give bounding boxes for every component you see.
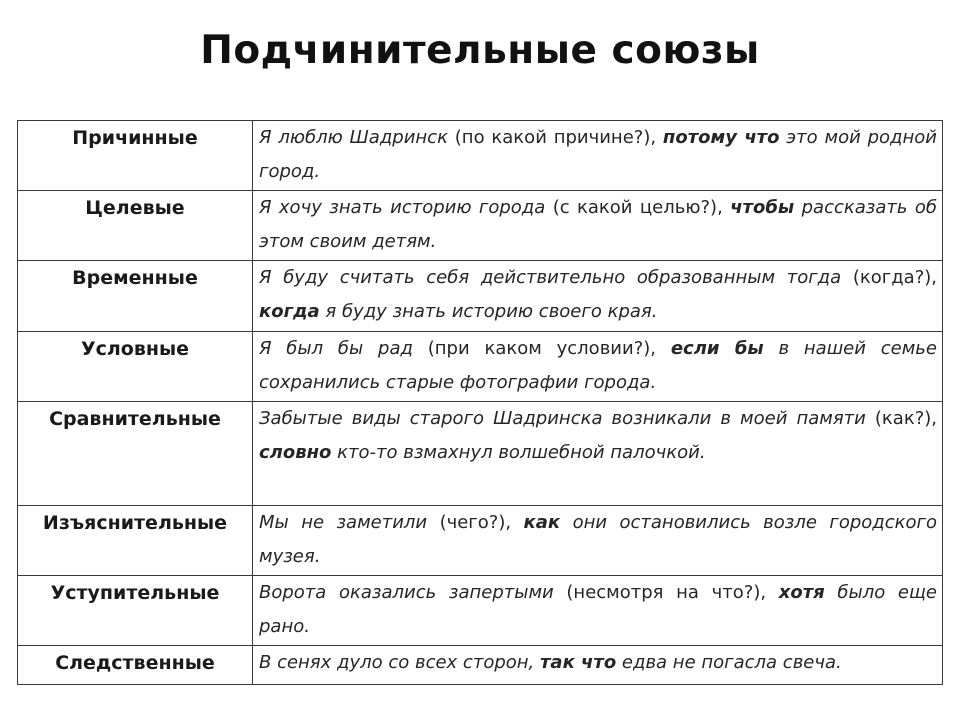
table-row <box>18 402 943 506</box>
conjunction-word: потому что <box>662 127 780 148</box>
conjunction-type-cell: Целевые <box>18 191 253 261</box>
sentence-text: кто-то взмахнул волшебной палочкой. <box>331 441 706 463</box>
table-row <box>18 506 943 576</box>
conjunction-word: если бы <box>670 338 764 359</box>
conjunction-type-cell: Изъяснительные <box>18 506 253 576</box>
table-row <box>18 121 943 191</box>
conjunction-word: чтобы <box>730 197 795 218</box>
example-sentence-cell <box>253 261 943 332</box>
page-title: Подчинительные союзы <box>200 28 760 73</box>
question-text: (чего?), <box>439 512 512 533</box>
table-body <box>18 121 943 685</box>
conjunction-word: как <box>523 512 561 533</box>
conjunction-word: словно <box>259 441 332 463</box>
sentence-text: рассказать об этом своим детям. <box>259 197 937 252</box>
sentence-text: едва не погасла свеча. <box>616 652 842 673</box>
example-sentence-cell <box>253 646 943 685</box>
example-sentence-cell <box>253 332 943 402</box>
sentence-text: В сенях дуло со всех сторон, <box>259 652 540 673</box>
sentence-text: они остановились возле городского музея. <box>259 512 937 567</box>
sentence-text: я буду знать историю своего края. <box>319 300 658 322</box>
conjunction-word: так что <box>539 652 617 673</box>
question-text: (при каком условии?), <box>427 338 657 359</box>
sentence-text: в нашей семье сохранились старые фотографии города. <box>259 338 937 393</box>
conjunction-type-cell: Причинные <box>18 121 253 191</box>
question-text: (по какой причине?), <box>454 127 657 148</box>
sentence-text <box>766 582 779 603</box>
sentence-text: это мой родной город. <box>259 127 937 182</box>
question-text: (с какой целью?), <box>552 197 723 218</box>
sentence-text: Я был бы рад <box>259 338 428 359</box>
sentence-text: Я буду считать себя действительно образованным тогда <box>259 267 853 288</box>
table-row <box>18 576 943 646</box>
conjunction-type-cell: Следственные <box>18 646 253 685</box>
table-row <box>18 332 943 402</box>
conjunction-type-cell: Условные <box>18 332 253 402</box>
conjunction-type-cell: Уступительные <box>18 576 253 646</box>
example-sentence-cell <box>253 121 943 191</box>
example-sentence-cell <box>253 506 943 576</box>
sentence-text <box>511 512 523 533</box>
conjunction-word: хотя <box>778 582 825 603</box>
sentence-text: Мы не заметили <box>259 512 440 533</box>
sentence-text: Забытые виды старого Шадринска возникали в моей памяти <box>259 408 875 429</box>
conjunction-word: когда <box>259 300 320 322</box>
question-text: (как?), <box>874 408 937 429</box>
sentence-text: Я хочу знать историю города <box>259 197 553 218</box>
sentence-text <box>656 338 671 359</box>
sentence-text: Я люблю Шадринск <box>259 127 455 148</box>
sentence-text <box>656 127 663 148</box>
question-text: (когда?), <box>852 267 937 288</box>
example-sentence-cell <box>253 576 943 646</box>
example-sentence-cell <box>253 191 943 261</box>
question-text: (несмотря на что?), <box>566 582 767 603</box>
table-row <box>18 191 943 261</box>
example-sentence-cell <box>253 402 943 506</box>
sentence-text: было еще рано. <box>259 582 937 637</box>
table-row <box>18 646 943 685</box>
sentence-text: Ворота оказались запертыми <box>259 582 567 603</box>
conjunction-type-cell: Временные <box>18 261 253 332</box>
conjunctions-table <box>17 120 943 685</box>
conjunction-type-cell: Сравнительные <box>18 402 253 506</box>
table-row <box>18 261 943 332</box>
